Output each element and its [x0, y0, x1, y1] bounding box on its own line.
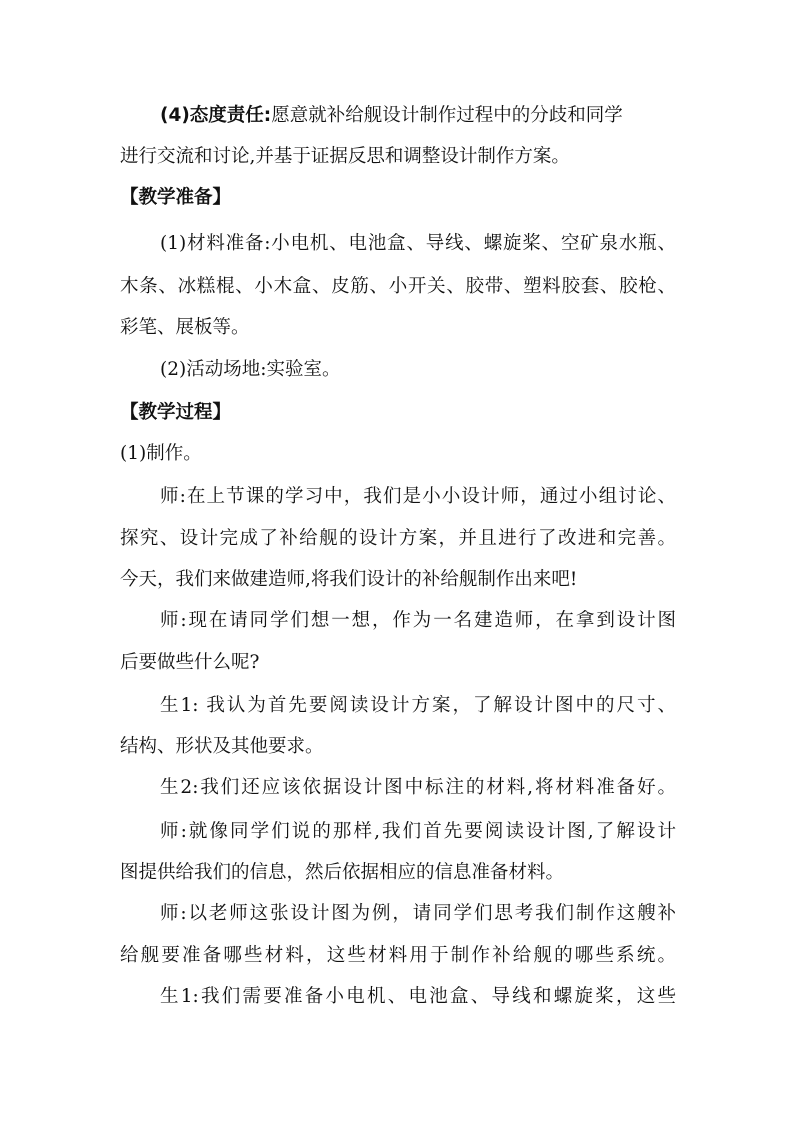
para-1-line-1 — [160, 483, 676, 511]
para-1-line-3: 今天，我们来做建造师,将我们设计的补给舰制作出来吧! — [120, 569, 578, 590]
para-6-text-1: 师:以老师这张设计图为例，请同学们思考我们制作这艘补 — [160, 903, 676, 924]
para-5-text-1: 师:就像同学们说的那样,我们首先要阅读设计图,了解设计 — [160, 821, 676, 842]
process-heading: 【教学过程】 — [120, 402, 232, 423]
para-7-line-1 — [160, 983, 676, 1011]
para-2-text-1: 师:现在请同学们想一想，作为一名建造师，在拿到设计图 — [160, 610, 676, 631]
para-4-line-1 — [160, 774, 676, 802]
materials-text-1: (1)材料准备:小电机、电池盒、导线、螺旋桨、空矿泉水瓶、 — [160, 233, 676, 254]
para-1-line-2 — [120, 525, 676, 553]
para-3-text-1: 生1: 我认为首先要阅读设计方案，了解设计图中的尺寸、 — [160, 695, 676, 716]
para-5-line-1 — [160, 818, 676, 846]
para-1-text-1: 师:在上节课的学习中，我们是小小设计师，通过小组讨论、 — [160, 486, 676, 507]
materials-text-2: 木条、冰糕棍、小木盒、皮筋、小开关、胶带、塑料胶套、胶枪、 — [120, 276, 676, 297]
attitude-line-1 — [160, 102, 623, 130]
para-7-text-1: 生1:我们需要准备小电机、电池盒、导线和螺旋桨，这些 — [160, 986, 676, 1007]
materials-line-1 — [160, 230, 676, 258]
para-6-line-1 — [160, 900, 676, 928]
para-1-text-2: 探究、设计完成了补给舰的设计方案，并且进行了改进和完善。 — [120, 528, 676, 549]
para-2-line-1 — [160, 607, 676, 635]
attitude-label: (4)态度责任: — [160, 105, 272, 126]
para-4-text-1: 生2:我们还应该依据设计图中标注的材料,将材料准备好。 — [160, 777, 676, 798]
attitude-line-2: 进行交流和讨论,并基于证据反思和调整设计制作方案。 — [120, 146, 570, 167]
para-3-line-1 — [160, 692, 676, 720]
para-2-line-2: 后要做些什么呢? — [120, 652, 260, 673]
para-6-text-2: 给舰要准备哪些材料，这些材料用于制作补给舰的哪些系统。 — [120, 945, 676, 966]
prep-heading: 【教学准备】 — [120, 187, 232, 208]
materials-line-3: 彩笔、展板等。 — [120, 317, 250, 338]
site-line: (2)活动场地:实验室。 — [160, 359, 341, 380]
para-5-line-2: 图提供给我们的信息，然后依据相应的信息准备材料。 — [120, 862, 565, 883]
materials-line-2 — [120, 273, 676, 301]
para-6-line-2 — [120, 942, 676, 970]
process-step: (1)制作。 — [120, 443, 202, 464]
para-3-line-2: 结构、形状及其他要求。 — [120, 736, 324, 757]
attitude-text-1: 愿意就补给舰设计制作过程中的分歧和同学 — [271, 105, 623, 126]
